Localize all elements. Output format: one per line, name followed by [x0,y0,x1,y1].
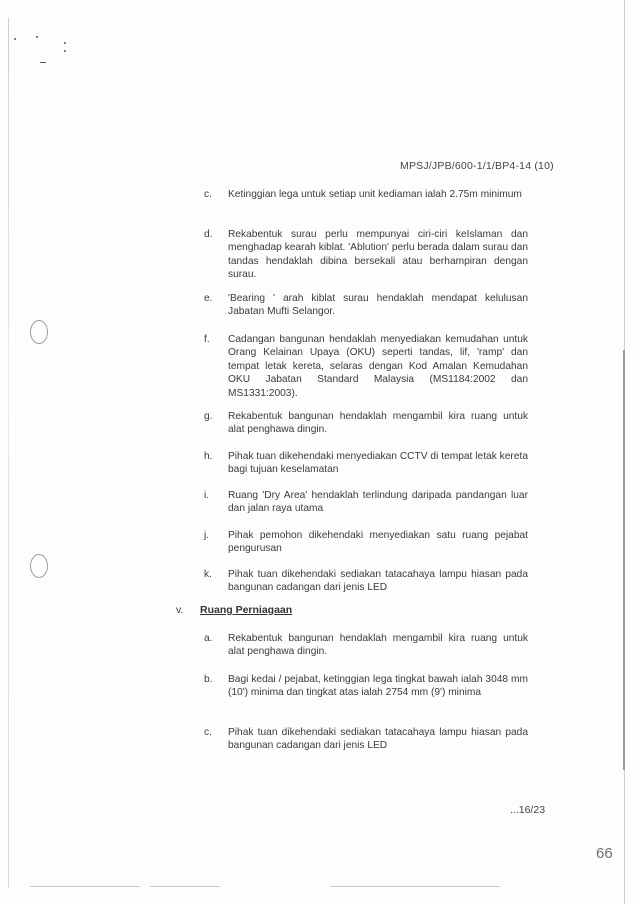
scan-noise [30,886,140,887]
section-title: Ruang Perniagaan [200,604,293,616]
punch-hole-lower [30,554,48,578]
item-text: Cadangan bangunan hendaklah menyediakan kemudahan untuk Orang Kelainan Upaya (OKU) seperti tandas, lif, 'ramp' dan tempat letak kereta, selaras dengan Kod Amalan Kemudahan OKU Jabatan Standard Malaysia (MS1184:2002 dan MS1331:2003). [228,334,528,399]
item-label: e. [204,293,213,304]
item-text: Ketinggian lega untuk setiap unit kediaman ialah 2.75m minimum [228,189,522,200]
item-label: k. [204,569,212,580]
item-text: Bagi kedai / pejabat, ketinggian lega tingkat bawah ialah 3048 mm (10') minima dan tingkat atas ialah 2754 mm (9') minima [228,674,528,699]
item-text: 'Bearing ' arah kiblat surau hendaklah mendapat kelulusan Jabatan Mufti Selangor. [228,293,528,318]
item-label: d. [204,229,213,240]
item-label: a. [204,633,213,644]
item-text: Pihak tuan dikehendaki menyediakan CCTV di tempat letak kereta bagi tujuan keselamatan [228,451,528,476]
scan-noise [330,886,500,887]
section-number: v. [176,604,184,616]
item-label: h. [204,451,213,462]
item-text: Rekabentuk bangunan hendaklah mengambil kira ruang untuk alat penghawa dingin. [228,633,528,658]
item-text: Ruang 'Dry Area' hendaklah terlindung daripada pandangan luar dan jalan raya utama [228,490,528,515]
scan-speck [64,50,66,52]
scan-speck [64,42,66,44]
item-label: i. [204,490,210,501]
item-text: Pihak tuan dikehendaki sediakan tatacahaya lampu hiasan pada bangunan cadangan dari jenis LED [228,727,528,752]
item-text: Pihak pemohon dikehendaki menyediakan satu ruang pejabat pengurusan [228,530,528,555]
item-label: c. [204,727,212,738]
item-label: b. [204,674,213,685]
scan-speck [14,38,16,40]
item-text: Rekabentuk bangunan hendaklah mengambil kira ruang untuk alat penghawa dingin. [228,411,528,436]
page-edge-left [8,18,9,888]
document-reference: MPSJ/JPB/600-1/1/BP4-14 (10) [400,160,554,172]
slide-number: 66 [596,845,613,862]
item-text: Rekabentuk surau perlu mempunyai ciri-ciri keIslaman dan menghadap kearah kiblat. 'Ablution' perlu berada dalam surau dan tandas hendaklah dibina bersekali atau berhampiran dengan surau. [228,229,528,281]
item-text: Pihak tuan dikehendaki sediakan tatacahaya lampu hiasan pada bangunan cadangan dari jenis LED [228,569,528,594]
item-label: g. [204,411,213,422]
item-label: c. [204,189,212,200]
scan-speck [36,36,38,38]
page-indicator: ...16/23 [510,804,546,816]
scan-speck [40,62,46,63]
punch-hole-upper [30,320,48,344]
item-label: j. [204,530,210,541]
scan-noise [150,886,220,887]
item-label: f. [204,334,210,345]
page-edge-shadow [623,350,625,770]
